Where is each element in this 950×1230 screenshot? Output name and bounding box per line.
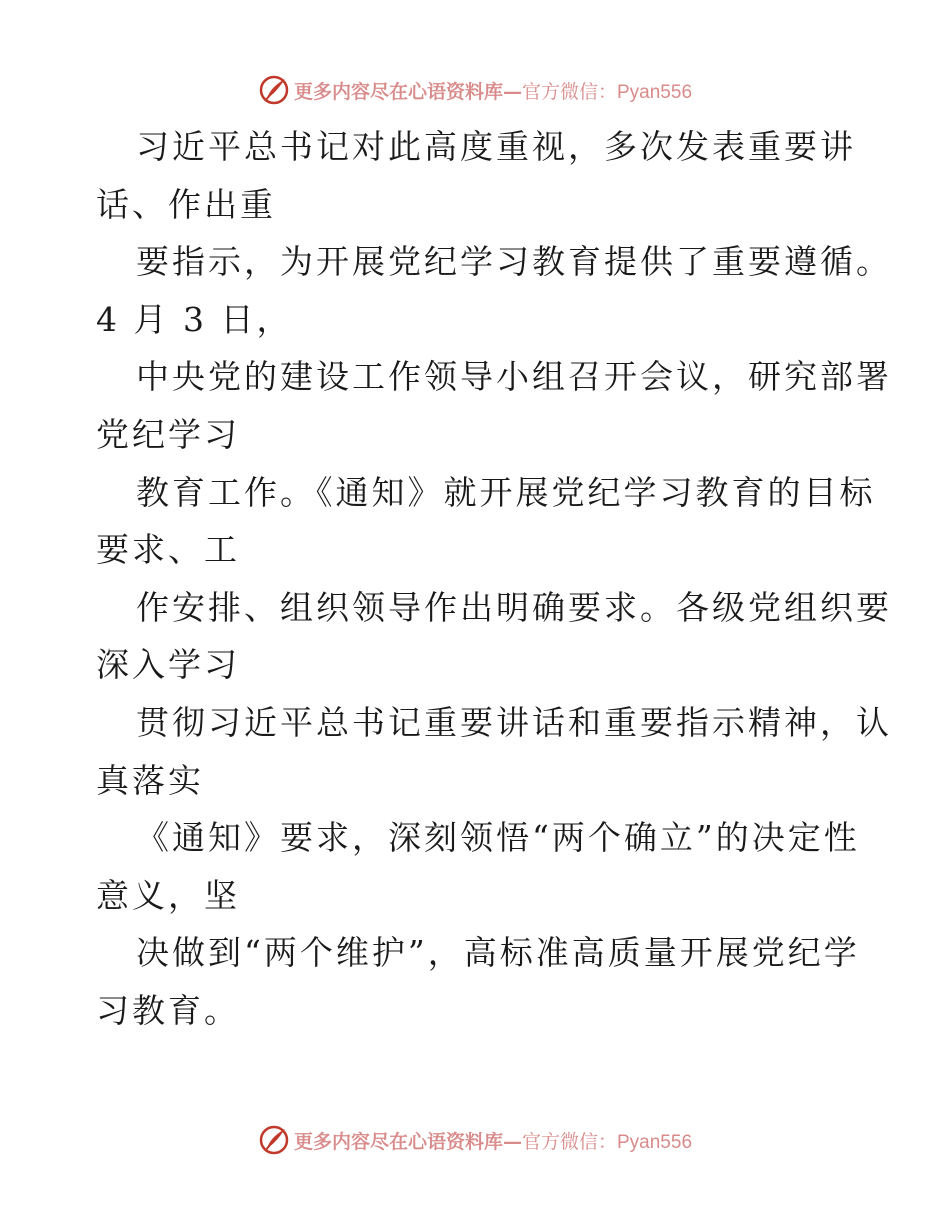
- header-banner-dash: —: [502, 80, 522, 103]
- header-banner-wechat: 官方微信：: [521, 80, 617, 103]
- header-banner-main: 更多内容尽在心语资料库: [293, 80, 503, 103]
- footer-banner: [0, 1120, 950, 1160]
- body-line: 教育工作。《通知》就开展党纪学习教育的目标: [136, 472, 876, 512]
- body-line: 深入学习: [96, 645, 240, 685]
- body-line: 党纪学习: [96, 414, 240, 454]
- footer-banner-text: [294, 1127, 692, 1154]
- body-line: 真落实: [96, 760, 204, 800]
- body-line: 中央党的建设工作领导小组召开会议，研究部署: [136, 357, 892, 397]
- document-body: [96, 118, 892, 1040]
- header-banner-text: [294, 77, 692, 104]
- body-line: 习教育。: [96, 990, 240, 1030]
- feather-pen-logo-icon: [258, 74, 290, 106]
- header-banner-id: Pyan556: [617, 81, 693, 103]
- body-line: 《通知》要求，深刻领悟“两个确立”的决定性: [136, 818, 860, 858]
- body-line: 要求、工: [96, 530, 240, 570]
- body-line: 要指示，为开展党纪学习教育提供了重要遵循。: [136, 242, 892, 282]
- body-line: 话、作出重: [96, 184, 276, 224]
- footer-banner-dash: —: [502, 1130, 522, 1153]
- body-line: 贯彻习近平总书记重要讲话和重要指示精神，认: [136, 702, 892, 742]
- body-line: 习近平总书记对此高度重视，多次发表重要讲: [136, 127, 856, 166]
- body-line: 作安排、组织领导作出明确要求。各级党组织要: [136, 587, 892, 627]
- body-line: 决做到“两个维护”，高标准高质量开展党纪学: [136, 933, 860, 973]
- footer-banner-wechat: 官方微信：: [521, 1130, 617, 1153]
- feather-pen-logo-icon: [258, 1124, 290, 1156]
- footer-banner-id: Pyan556: [617, 1131, 693, 1153]
- body-line: 4 月 3 日，: [96, 299, 293, 339]
- body-line: 意义，坚: [96, 875, 240, 915]
- footer-banner-main: 更多内容尽在心语资料库: [293, 1130, 503, 1153]
- header-banner: [0, 70, 950, 110]
